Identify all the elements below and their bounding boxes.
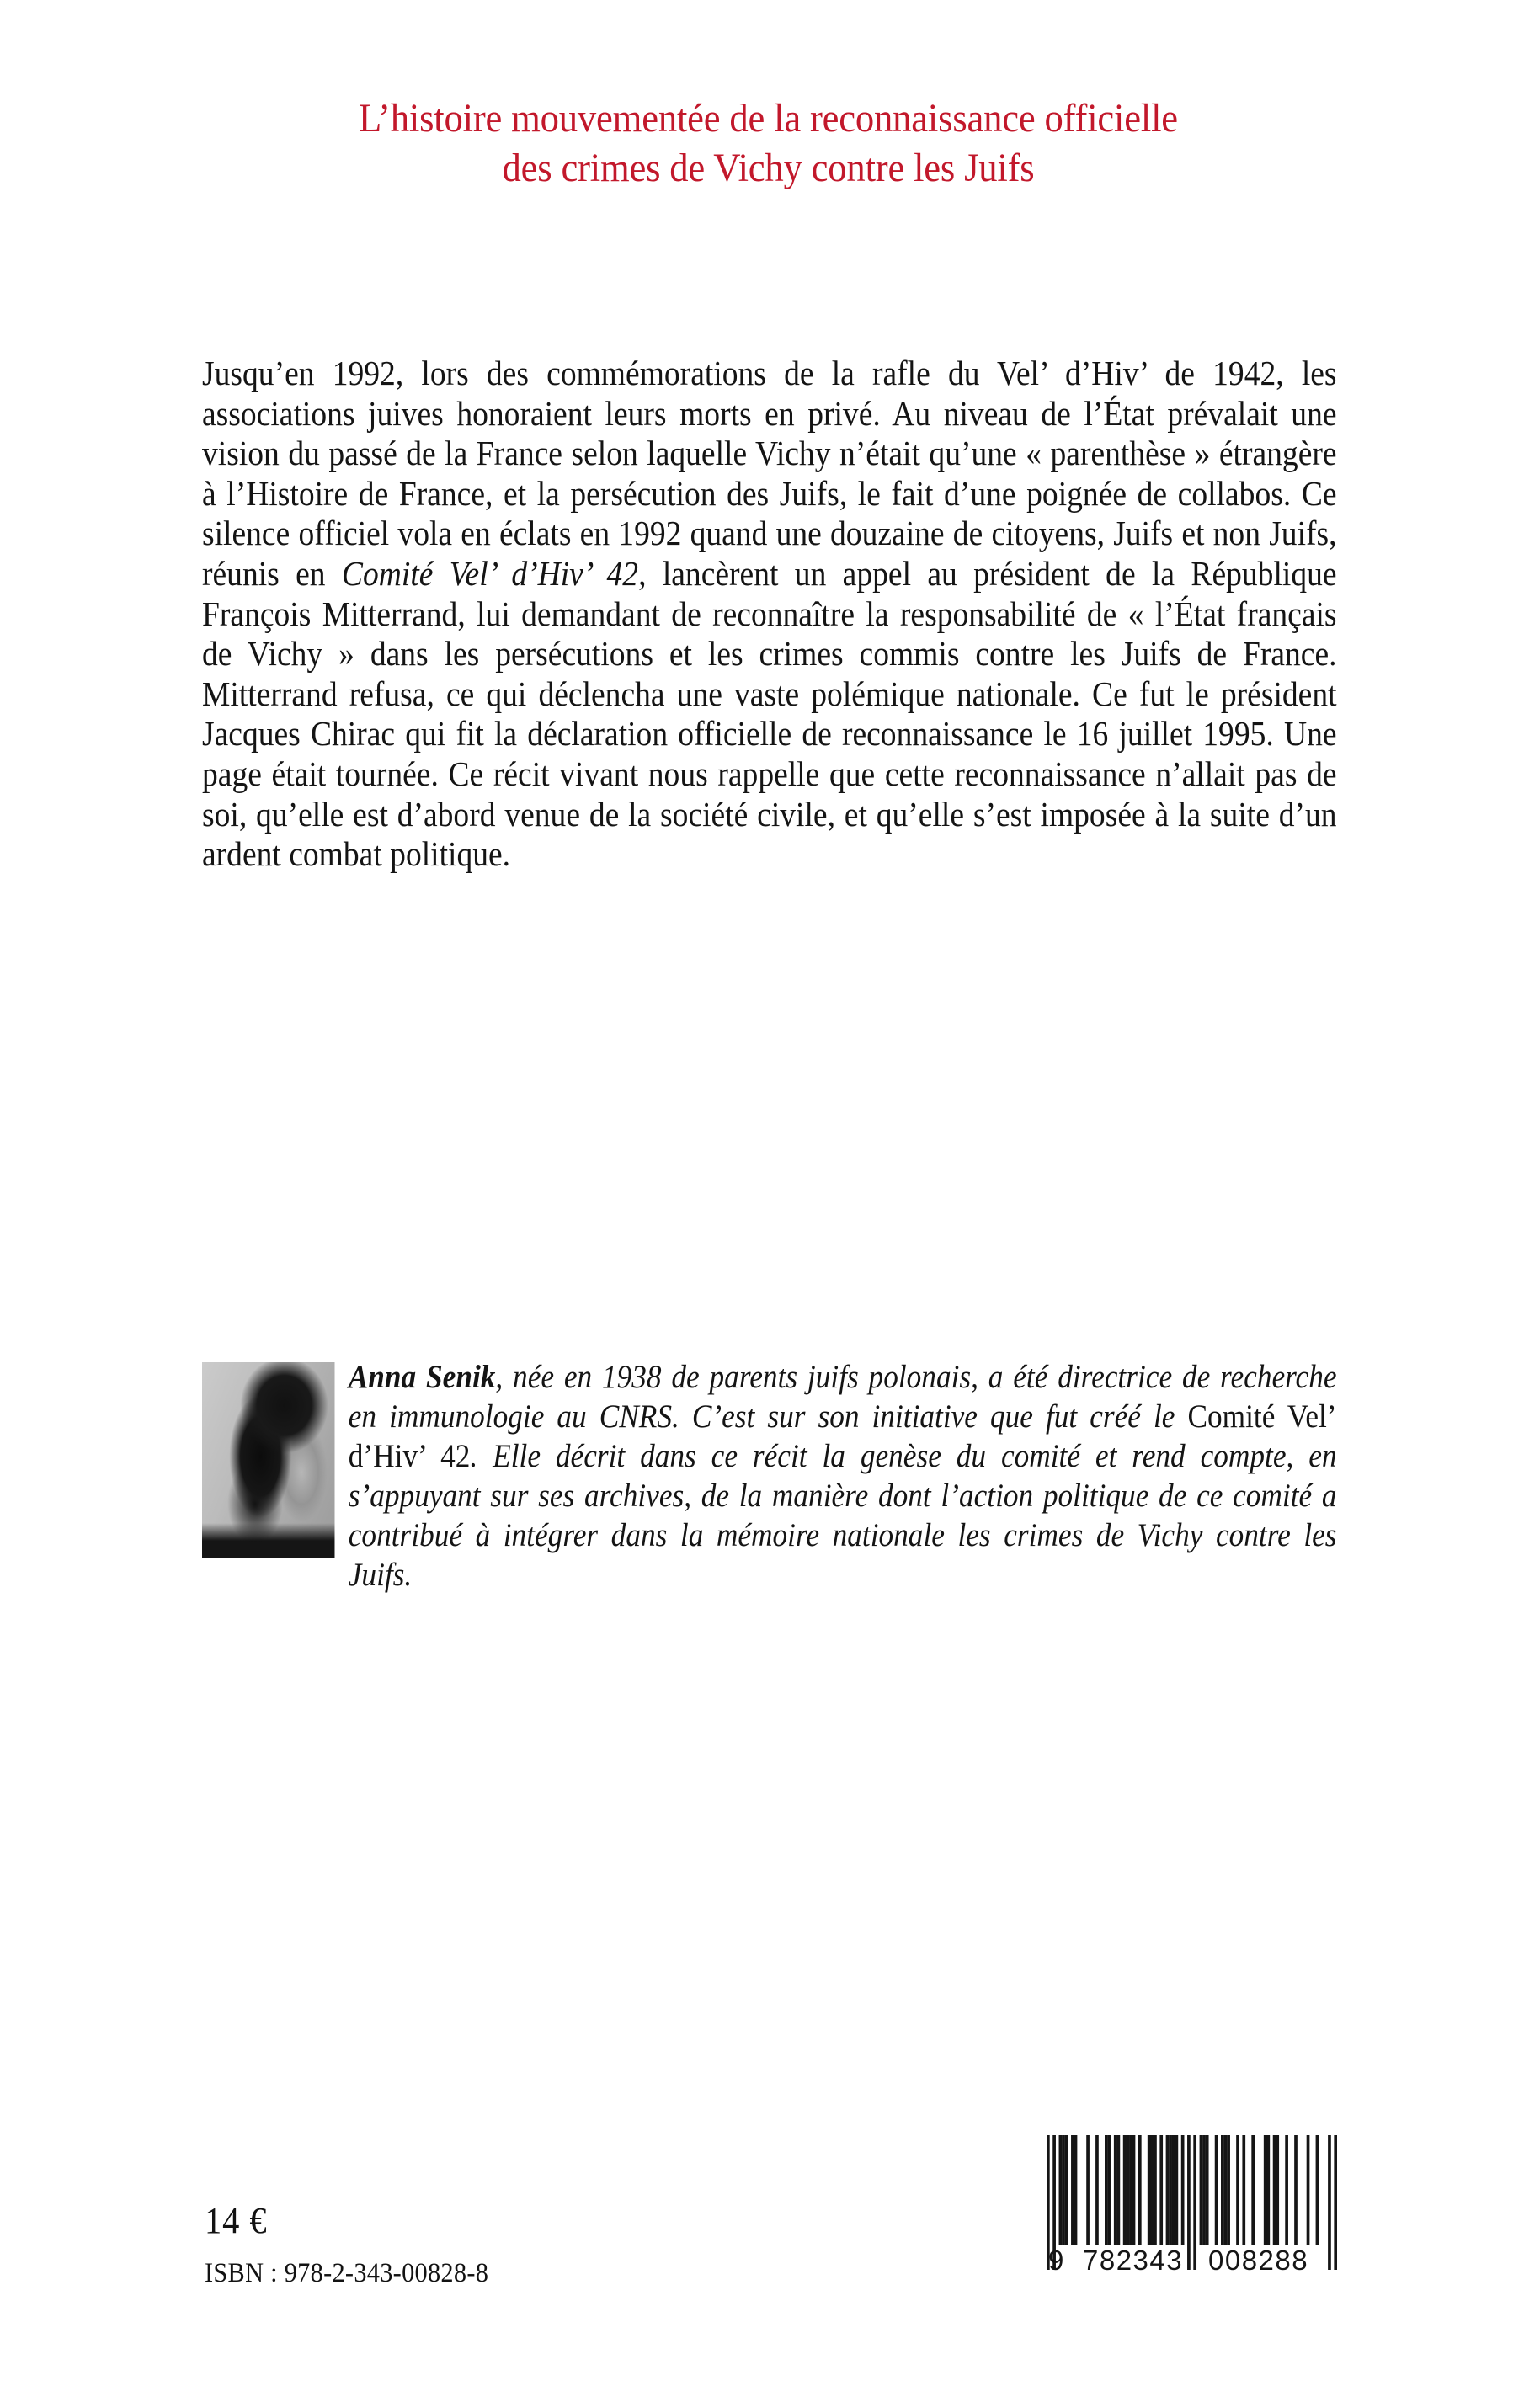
author-bio-text-2: . Elle décrit dans ce récit la genèse du comité et rend compte, en s’appuyant sur ses archives, de la manière dont l’action politique de ce comité a contribué à intégrer dans la mémoire nationale les crimes de Vichy contre les Juifs.: [348, 1438, 1337, 1593]
page-title: [242, 94, 1295, 193]
author-name: Anna Senik: [348, 1359, 496, 1395]
barcode-digits: [1047, 2245, 1337, 2280]
price-label: 14 €: [205, 2200, 268, 2241]
blurb-paragraph: [202, 354, 1337, 875]
author-bio-text-1: , née en 1938 de parents juifs polonais, a été directrice de recherche en immunologie au CNRS. C’est sur son initiative que fut créé le: [348, 1359, 1337, 1435]
barcode-left-group: 782343: [1083, 2245, 1184, 2276]
barcode-lead-digit: 9: [1048, 2245, 1065, 2276]
back-cover-blurb: [202, 354, 1337, 875]
author-portrait-photo: [202, 1362, 334, 1558]
blurb-committee-italic: Comité Vel’ d’Hiv’ 42: [341, 553, 639, 593]
author-bio: [202, 1357, 1337, 1595]
blurb-part-1: Jusqu’en 1992, lors des commémorations de la rafle du Vel’ d’Hiv’ de 1942, les associations juives honoraient leurs morts en privé. Au niveau de l’État prévalait une vision du passé de la France selon laquelle Vichy n’était qu’une « parenthèse » étrangère à l’Histoire de France, et la persécution des Juifs, le fait d’une poignée de collabos. Ce silence officiel vola en éclats en 1992 quand une douzaine de citoyens, Juifs et non Juifs, réunis en: [202, 354, 1337, 593]
page-title-line-1: L’histoire mouvementée de la reconnaissance officielle: [359, 96, 1178, 141]
page-title-line-2: des crimes de Vichy contre les Juifs: [502, 145, 1035, 190]
author-bio-paragraph: [202, 1357, 1337, 1595]
author-bio-committee: Comité Vel’ d’Hiv’ 42: [348, 1398, 1337, 1474]
ean13-barcode: [1047, 2128, 1337, 2280]
blurb-part-2: , lancèrent un appel au président de la République François Mitterrand, lui demandant de reconnaître la responsabilité de « l’État français de Vichy » dans les persécutions et les crimes commis contre les Juifs de France. Mitterrand refusa, ce qui déclencha une vaste polémique nationale. Ce fut le président Jacques Chirac qui fit la déclaration officielle de reconnaissance le 16 juillet 1995. Une page était tournée. Ce récit vivant nous rappelle que cette reconnaissance n’allait pas de soi, qu’elle est d’abord venue de la société civile, et qu’elle s’est imposée à la suite d’un ardent combat politique.: [202, 553, 1337, 874]
barcode-right-group: 008288: [1208, 2245, 1309, 2276]
isbn-label: ISBN : 978-2-343-00828-8: [205, 2258, 489, 2288]
